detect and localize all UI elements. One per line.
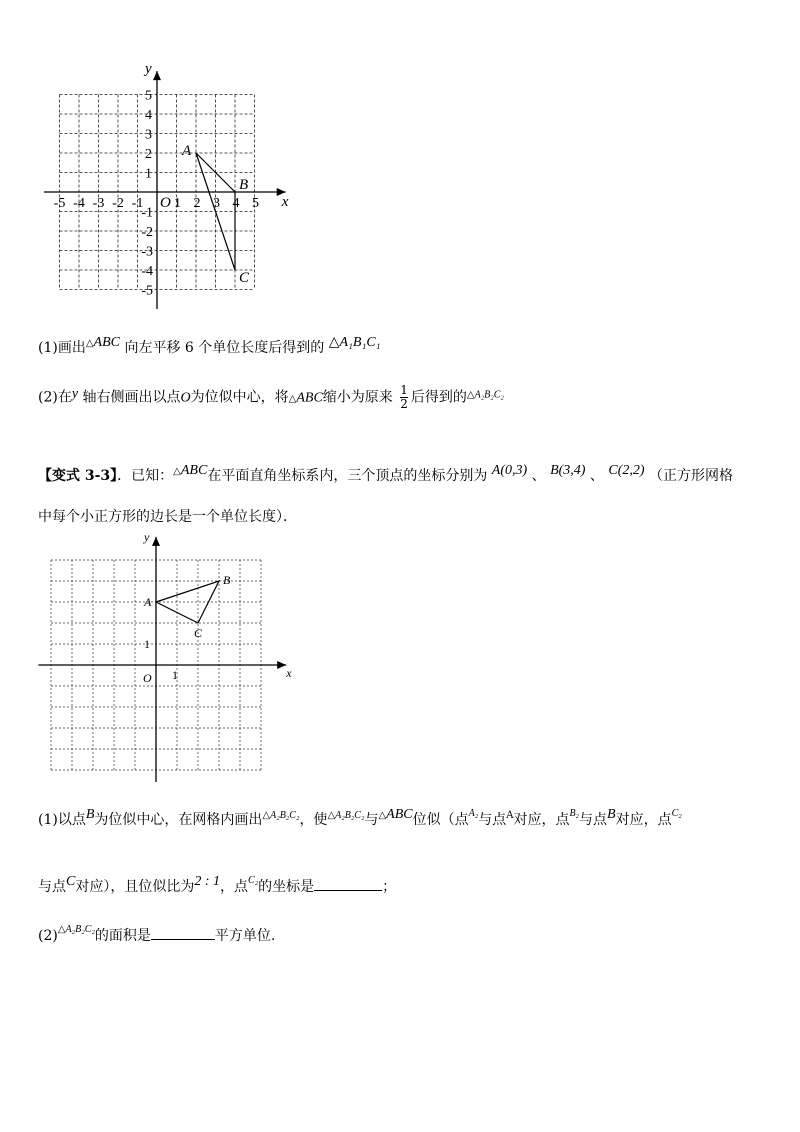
x-tick-label: 2 bbox=[193, 196, 201, 211]
y-axis-arrow bbox=[152, 537, 160, 546]
x-tick-label: -3 bbox=[92, 196, 105, 211]
vertex-label-a: A bbox=[144, 595, 152, 609]
y-tick-label: -4 bbox=[141, 264, 153, 279]
y-tick-label: 5 bbox=[145, 88, 152, 104]
variant-intro-line1: 【变式 3-3】．已知：△ABC在平面直角坐标系内，三个顶点的坐标分别为 A(0,3) 、 B(3,4) 、 C(2,2) （正方形网格 bbox=[38, 463, 733, 484]
y-axis-label: y bbox=[144, 532, 150, 545]
q1-part2: (2)在y 轴右侧画出以点O为位似中心，将△ABC缩小为原来 $\frac{1}{2}$ 后得到的$^{\triangle A_2B_2C_2}$ bbox=[38, 383, 504, 411]
fraction-one-half: $\frac{1}{2}$ bbox=[400, 383, 408, 411]
answer-blank-area[interactable] bbox=[151, 927, 215, 940]
x-tick-label: 4 bbox=[232, 196, 240, 211]
x-tick-label: -1 bbox=[131, 196, 144, 211]
origin-label: O bbox=[143, 671, 152, 685]
y-tick-label: -1 bbox=[141, 205, 153, 221]
x-tick-label: 5 bbox=[252, 196, 259, 211]
y-tick-label: -5 bbox=[141, 283, 153, 299]
x-tick-label: -2 bbox=[112, 196, 124, 211]
y-tick-label: 2 bbox=[145, 147, 152, 162]
vertex-label-b: B bbox=[239, 177, 249, 193]
vertex-label-b: B bbox=[223, 573, 231, 587]
x-tick-label: -5 bbox=[53, 196, 66, 211]
figure1-labels bbox=[54, 61, 289, 298]
x-axis-label: x bbox=[286, 666, 292, 680]
vertex-label-c: C bbox=[194, 626, 203, 640]
y-tick-label: -2 bbox=[141, 225, 153, 240]
x-tick-label: 3 bbox=[213, 196, 220, 211]
figure2-axes bbox=[38, 537, 286, 782]
x-tick-label: 1 bbox=[172, 668, 178, 682]
x-tick-label: 1 bbox=[174, 196, 181, 211]
y-tick-label: 3 bbox=[145, 127, 152, 143]
q2-part2: $(2)^{\triangle A_2B_2C_2}$的面积是 平方单位. bbox=[38, 924, 276, 944]
origin-label: O bbox=[160, 195, 171, 211]
answer-blank-c2-coordinate[interactable] bbox=[314, 878, 382, 891]
x-axis-label: x bbox=[281, 194, 289, 210]
y-tick-label: -3 bbox=[141, 244, 153, 260]
variant-intro-line2: 中每个小正方形的边长是一个单位长度）． bbox=[38, 509, 297, 525]
figure1-coordinate-grid bbox=[30, 60, 300, 315]
y-tick-label: 1 bbox=[145, 166, 152, 182]
figure2-labels bbox=[143, 532, 292, 685]
y-axis-label: y bbox=[145, 61, 152, 78]
vertex-label-c: C bbox=[239, 270, 250, 286]
y-tick-label: 4 bbox=[145, 108, 152, 123]
figure1-axes bbox=[44, 71, 286, 309]
q2-part1-line2: 与点C对应），且位似比为2 : 1，点$^{C_2}$的坐标是 ； bbox=[38, 874, 397, 895]
x-axis-arrow bbox=[277, 661, 286, 669]
y-tick-label: 1 bbox=[144, 637, 150, 651]
x-tick-label: -4 bbox=[73, 196, 85, 211]
vertex-label-a: A bbox=[182, 143, 192, 159]
q1-part1: (1)画出△ABC 向左平移 6 个单位长度后得到的 △A₁B₁C₁ bbox=[38, 334, 381, 356]
y-axis-arrow bbox=[153, 71, 161, 80]
figure2-coordinate-grid bbox=[36, 532, 296, 782]
q2-part1-line1: (1)以点B为位似中心，在网格内画出$^{\triangle A_2B_2C_2}$，使$^{\triangle A_2B_2C_2}$与△ABC位似（点$^{A_2}$与点$^A$对应，点$^{B_2}$与点B对应，点$^{C_2}$ bbox=[38, 807, 682, 828]
